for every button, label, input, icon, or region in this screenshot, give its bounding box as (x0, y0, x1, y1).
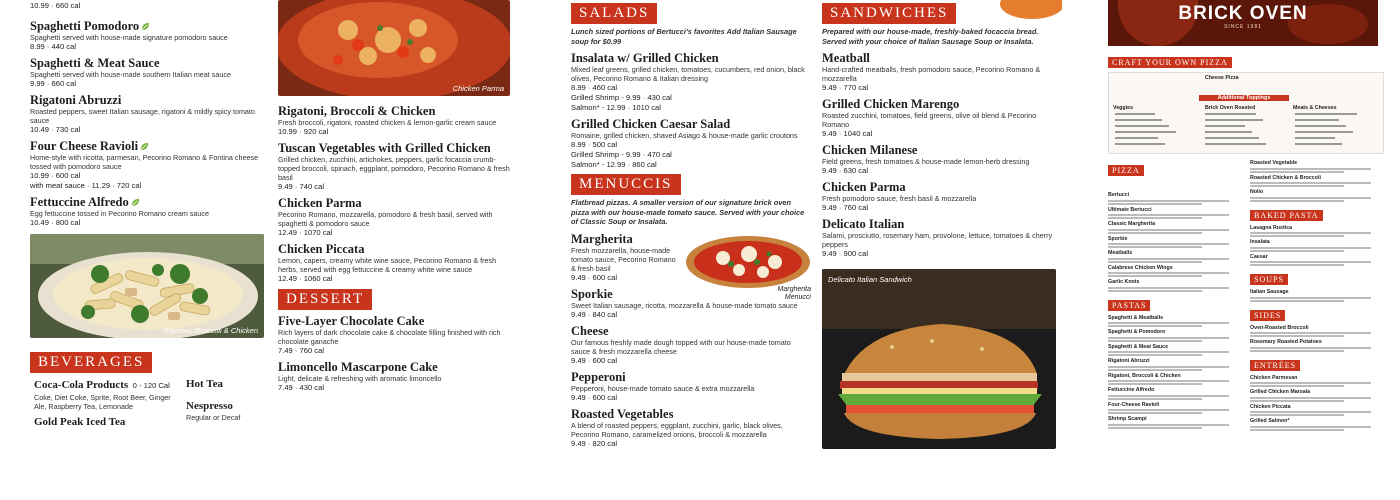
poster-item-name: Rigatoni, Broccoli & Chicken (1108, 372, 1181, 379)
poster-item-desc-line (1250, 197, 1371, 199)
poster-menu-item (1108, 207, 1242, 220)
poster-item-desc-line (1108, 383, 1202, 385)
topping-line (1205, 131, 1252, 133)
item-name: Cheese (571, 323, 609, 338)
poster-item-name: Fettuccine Alfredo (1108, 387, 1155, 393)
poster-item-desc-line (1250, 429, 1344, 431)
poster-menu-item (1250, 239, 1384, 252)
coke-products-name: Coca-Cola Products (34, 379, 129, 391)
topping-line (1115, 119, 1162, 121)
poster-item-name: Sporkie (1108, 235, 1128, 242)
poster-item-name: Grilled Salmon* (1250, 418, 1290, 424)
item-extra-price: with meat sauce · 11.29 · 720 cal (30, 181, 142, 190)
iced-tea-name: Gold Peak Iced Tea (34, 416, 126, 428)
poster-item-desc-line (1108, 369, 1202, 371)
item-price: 10.99 · 600 cal (30, 171, 81, 180)
poster-section-heading: PASTAS (1108, 300, 1150, 311)
poster-item-desc-line (1108, 322, 1229, 324)
item-description: Home-style with ricotta, parmesan, Pecorino Romano & Fontina cheese tossed with pomodoro sauce (30, 153, 259, 171)
item-price: 8.99 · 460 cal (571, 83, 618, 92)
poster-item-desc-line (1108, 427, 1202, 429)
poster-menu-item (1250, 404, 1384, 417)
poster-item-desc-line (1250, 400, 1344, 402)
poster-item-desc-line (1250, 300, 1344, 302)
poster-item-desc-line (1250, 200, 1344, 202)
item-name: Insalata w/ Grilled Chicken (571, 51, 719, 65)
item-price: 9.49 · 820 cal (571, 438, 618, 448)
menu-item (278, 360, 510, 393)
poster-item-desc-line (1108, 351, 1229, 353)
item-extra-price: Salmon* - 12.99 · 860 cal (571, 160, 657, 169)
poster-item-desc-line (1250, 182, 1371, 184)
item-description: Field greens, fresh tomatoes & house-made lemon-herb dressing (822, 157, 1030, 166)
poster-menu-item (1250, 254, 1384, 267)
poster-menu-item (1108, 236, 1242, 249)
poster-item-name: Four-Cheese Ravioli (1108, 401, 1160, 408)
poster-item-desc-line (1250, 426, 1371, 428)
item-name: Four Cheese Ravioli (30, 139, 139, 153)
poster-menu-item (1108, 221, 1242, 234)
poster-item-name: Lasagna Rustica (1250, 224, 1293, 231)
item-description: Sweet Italian sausage, ricotta, mozzarella & house-made tomato sauce (571, 300, 798, 310)
item-name: Five-Layer Chocolate Cake (278, 314, 425, 328)
topping-line (1205, 143, 1266, 145)
menu-item (30, 195, 270, 228)
poster-item-desc-line (1108, 337, 1229, 339)
poster-item-desc-line (1108, 214, 1229, 216)
salads-menuccis-column (571, 0, 811, 500)
item-name: Grilled Chicken Marengo (822, 97, 960, 111)
poster-item-desc-line (1250, 385, 1344, 387)
menu-item (278, 104, 510, 137)
poster-item-desc-line (1108, 203, 1202, 205)
item-description: Roasted zucchini, tomatoes, field greens, olive oil blend & Pecorino Romano (822, 111, 1037, 129)
poster-item-desc-line (1108, 424, 1229, 426)
poster-menu-item (1250, 289, 1384, 302)
poster-section-heading: SIDES (1250, 310, 1285, 321)
sandwiches-intro: Prepared with our house-made, freshly-baked focaccia bread. Served with your choice of Italian Sausage Soup or Insalata. (822, 27, 1039, 46)
poster-item-desc-line (1250, 261, 1371, 263)
item-extra-price: Grilled Shrimp - 9.99 · 470 cal (571, 150, 672, 159)
poster-item-desc-line (1250, 185, 1344, 187)
nespresso-name: Nespresso (186, 400, 233, 412)
item-name: Meatball (822, 51, 870, 65)
poster-item-desc-line (1250, 264, 1344, 266)
sandwiches-column (822, 0, 1062, 500)
poster-item-desc-line (1108, 217, 1202, 219)
menu-item (278, 196, 510, 238)
rigatoni-photo (30, 234, 264, 338)
poster-item-name: Bertucci (1108, 192, 1130, 198)
poster-item-desc-line (1108, 232, 1202, 234)
poster-item-name: Spaghetti & Meatballs (1108, 314, 1164, 321)
poster-menu-item (1250, 339, 1384, 352)
item-name: Chicken Piccata (278, 242, 365, 256)
item-description: Pepperoni, house-made tomato sauce & extra mozzarella (571, 383, 755, 393)
item-name: Limoncello Mascarpone Cake (278, 360, 438, 374)
rigatoni-broccoli-chicken-image (30, 234, 264, 338)
poster-item-desc-line (1108, 290, 1202, 292)
menu-item (30, 56, 270, 89)
poster-item-desc-line (1250, 382, 1371, 384)
item-price: 10.49 · 730 cal (30, 125, 81, 134)
cheese-pizza-label: Cheese Pizza (1205, 75, 1239, 81)
pasta-column (30, 0, 270, 500)
menu-item (571, 232, 681, 283)
photo-caption: Delicato Italian Sandwich (828, 275, 912, 284)
item-description: Roasted peppers, sweet Italian sausage, rigatoni & mildly spicy tomato sauce (30, 107, 255, 125)
item-description: Salami, prosciutto, rosemary ham, provolone, lettuce, tomatoes & cherry peppers (822, 231, 1053, 249)
poster-item-desc-line (1108, 354, 1202, 356)
poster-item-desc-line (1108, 261, 1202, 263)
item-description: Our famous freshly made dough topped with our house-made tomato sauce & fresh mozzarella cheese (571, 337, 791, 356)
item-price: 9.49 · 1040 cal (822, 129, 873, 138)
poster-section-heading: SOUPS (1250, 274, 1288, 285)
topping-line (1205, 137, 1259, 139)
topping-line (1115, 137, 1158, 139)
poster-item-name: Rosemary Roasted Potatoes (1250, 339, 1322, 345)
item-description: Fresh mozzarella, house-made tomato sauce, Pecorino Romano & fresh basil (571, 245, 676, 273)
dessert-heading: DESSERT (278, 289, 372, 310)
item-extra-price: Salmon* - 12.99 · 1010 cal (571, 103, 661, 112)
poster-item-desc-line (1250, 235, 1344, 237)
poster-menu-item (1250, 389, 1384, 402)
item-price: 9.49 · 900 cal (822, 249, 869, 258)
poster-item-name: Spaghetti & Meat Sauce (1108, 343, 1169, 350)
poster-item-desc-line (1108, 258, 1229, 260)
topping-line (1205, 113, 1256, 115)
poster-item-desc-line (1250, 250, 1344, 252)
photo-caption: Rigatoni, Broccoli & Chicken (163, 326, 258, 335)
menuccis-intro: Flatbread pizzas. A smaller version of our signature brick oven pizza with our house-made tomato sauce. Served with your choice of Classic Soup or Insalata. (571, 198, 805, 226)
item-description: Spaghetti served with house-made southern Italian meat sauce (30, 70, 231, 79)
menu-item (278, 242, 510, 284)
menu-item (822, 180, 1062, 213)
item-price: 8.99 · 500 cal (571, 140, 618, 149)
poster-menu-item (1108, 344, 1242, 357)
item-description: Lemon, capers, creamy white wine sauce, Pecorino Romano & fresh herbs, served with egg fettuccine & creamy white wine sauce (278, 256, 497, 274)
vegetarian-leaf-icon (140, 142, 149, 151)
poster-item-desc-line (1108, 340, 1202, 342)
pizza-heading: PIZZA (1108, 165, 1144, 176)
poster-item-name: Oven-Roasted Broccoli (1250, 324, 1309, 331)
poster-menu-item (1108, 387, 1242, 400)
salads-intro: Lunch sized portions of Bertucci's favorites Add Italian Sausage soup for $0.99 (571, 27, 797, 46)
topping-line (1205, 125, 1245, 127)
brick-oven-sub: SINCE 1981 (1224, 24, 1262, 30)
poster-item-name: Insalata (1250, 239, 1270, 245)
poster-item-desc-line (1250, 414, 1344, 416)
poster-item-name: Caesar (1250, 253, 1268, 260)
chicken-parma-photo (278, 0, 510, 96)
delicato-sandwich-photo (822, 269, 1056, 449)
item-price: 9.49 · 630 cal (822, 166, 869, 175)
item-price: 7.49 · 760 cal (278, 346, 325, 355)
sandwiches-heading: SANDWICHES (822, 3, 956, 24)
item-description: Hand-crafted meatballs, fresh pomodoro sauce, Pecorino Romano & mozzarella (822, 65, 1041, 83)
coke-products-desc: Coke, Diet Coke, Sprite, Root Beer, Ginger Ale, Raspberry Tea, Lemonade (34, 393, 171, 411)
poster-item-desc-line (1108, 395, 1229, 397)
item-price: 9.49 · 740 cal (278, 182, 325, 191)
poster-item-desc-line (1108, 398, 1202, 400)
poster-menu-item (1108, 329, 1242, 342)
poster-item-desc-line (1250, 335, 1344, 337)
poster-item-name: Garlic Knots (1108, 279, 1140, 285)
item-price: 12.49 · 1060 cal (278, 274, 333, 283)
margherita-pizza-image (683, 232, 811, 294)
poster-item-name: Ultimate Bertucci (1108, 206, 1152, 213)
topping-line (1295, 125, 1346, 127)
item-name: Chicken Milanese (822, 143, 918, 157)
item-extra-price: Grilled Shrimp - 9.99 · 430 cal (571, 93, 672, 102)
topping-line (1115, 113, 1155, 115)
chicken-parma-image (278, 0, 510, 96)
poster-menu-item (1108, 192, 1242, 205)
poster-item-desc-line (1250, 332, 1371, 334)
item-name: Grilled Chicken Caesar Salad (571, 117, 731, 131)
poster-item-desc-line (1250, 168, 1371, 170)
poster-item-desc-line (1108, 409, 1229, 411)
poster-item-name: Grilled Chicken Marsala (1250, 389, 1311, 395)
poster-item-desc-line (1108, 275, 1202, 277)
brick-oven-banner (1108, 0, 1378, 46)
poster-menu-item (1108, 315, 1242, 328)
topping-line (1295, 143, 1342, 145)
item-description: Light, delicate & refreshing with aromatic limoncello (278, 374, 442, 383)
item-name: Delicato Italian (822, 217, 905, 231)
topping-line (1295, 113, 1357, 115)
item-price: 12.49 · 1070 cal (278, 228, 333, 237)
item-description: Mixed leaf greens, grilled chicken, tomatoes, cucumbers, red onion, black olives, Pecorino Romano & Italian dressing (571, 65, 805, 83)
poster-menu-item (1250, 225, 1384, 238)
sandwich-plate-edge (1000, 0, 1062, 19)
poster-item-desc-line (1108, 380, 1229, 382)
additional-toppings-label: Additional Toppings (1199, 95, 1289, 101)
item-price: 9.49 · 600 cal (571, 392, 618, 402)
poster-item-name: Roasted Chicken & Broccoli (1250, 174, 1321, 181)
topping-line (1115, 131, 1176, 133)
poster-item-desc-line (1108, 287, 1229, 289)
poster-item-desc-line (1108, 272, 1229, 274)
item-price: 9.49 · 760 cal (822, 203, 869, 212)
vegetarian-leaf-icon (141, 22, 150, 31)
hot-tea-name: Hot Tea (186, 378, 223, 390)
item-price: 7.49 · 430 cal (278, 383, 325, 392)
item-description: Grilled chicken, zucchini, artichokes, peppers, garlic focaccia crumb-topped broccoli, spinach, eggplant, pomodoro, Pecorino Romano & fresh basil (278, 155, 510, 182)
poster-item-desc-line (1250, 297, 1371, 299)
item-name: Rigatoni, Broccoli & Chicken (278, 104, 436, 118)
item-name: Spaghetti Pomodoro (30, 19, 140, 33)
item-description: Romaine, grilled chicken, shaved Asiago & house-made garlic croutons (571, 131, 798, 140)
item-price: 8.99 · 440 cal (30, 42, 77, 51)
poster-item-name: Roasted Vegetable (1250, 160, 1298, 166)
item-description: A blend of roasted peppers, eggplant, zucchini, garlic, black olives, Pecorino Romano, caramelized onions, broccoli & mozzarella (571, 420, 783, 439)
topping-line (1205, 119, 1263, 121)
poster-menu-item (1250, 160, 1384, 173)
poster-menu-item (1250, 325, 1384, 338)
menu-item (278, 314, 510, 356)
item-description: Pecorino Romano, mozzarella, pomodoro & fresh basil, served with spaghetti & pomodoro sauce (278, 210, 493, 228)
poster-menu-item (1108, 279, 1242, 292)
item-price: 10.99 · 920 cal (278, 127, 329, 136)
poster-item-desc-line (1250, 411, 1371, 413)
item-description: Spaghetti served with house-made signature pomodoro sauce (30, 33, 228, 42)
vegetarian-leaf-icon (131, 198, 140, 207)
item-price: 9.49 · 600 cal (571, 355, 618, 365)
item-price: 9.99 · 660 cal (30, 79, 77, 88)
craft-pizza-box (1108, 72, 1384, 154)
poster-item-name: Spaghetti & Pomodoro (1108, 329, 1166, 335)
menuccis-heading: MENUCCIS (571, 174, 681, 195)
poster-item-desc-line (1108, 200, 1229, 202)
poster-item-desc-line (1108, 229, 1229, 231)
poster-section-heading: ENTRÉES (1250, 360, 1300, 371)
topping-line (1295, 131, 1353, 133)
poster-section-heading: BAKED PASTA (1250, 210, 1323, 221)
item-name: Fettuccine Alfredo (30, 195, 129, 209)
poster-menu-item (1250, 175, 1384, 188)
poster-item-desc-line (1250, 347, 1371, 349)
toppings-brick-oven: Brick Oven Roasted (1205, 105, 1256, 111)
poster-menu-item (1250, 375, 1384, 388)
poster-item-name: Nolio (1250, 189, 1264, 195)
poster-menu-item (1108, 402, 1242, 415)
poster-item-name: Calabrese Chicken Wings (1108, 264, 1173, 271)
poster-item-name: Chicken Piccata (1250, 403, 1291, 410)
item-name: Spaghetti & Meat Sauce (30, 56, 160, 70)
topping-line (1295, 119, 1339, 121)
item-name: Chicken Parma (278, 196, 362, 210)
photo-caption: Chicken Parma (452, 84, 504, 93)
item-price: 10.99 · 660 cal (30, 1, 81, 10)
item-price: 10.49 · 800 cal (30, 218, 81, 227)
item-name: Sporkie (571, 286, 613, 301)
poster-item-name: Chicken Parmesan (1250, 374, 1298, 381)
toppings-veggies: Veggies (1113, 105, 1134, 111)
menu-item (822, 143, 1062, 176)
poster-item-desc-line (1250, 350, 1344, 352)
poster-item-name: Meatballs (1108, 250, 1133, 256)
topping-line (1295, 137, 1335, 139)
poster-item-desc-line (1250, 171, 1344, 173)
poster-item-desc-line (1108, 366, 1229, 368)
item-description: Fresh pomodoro sauce, fresh basil & mozzarella (822, 194, 977, 203)
toppings-meats: Meats & Cheeses (1293, 105, 1337, 111)
nespresso-desc: Regular or Decaf (186, 413, 241, 422)
poster-item-desc-line (1250, 232, 1371, 234)
poster-item-desc-line (1108, 325, 1202, 327)
topping-line (1115, 125, 1169, 127)
item-price: 9.49 · 770 cal (822, 83, 869, 92)
item-price: 9.49 · 840 cal (571, 309, 618, 319)
poster-item-desc-line (1108, 243, 1229, 245)
menu-item (822, 51, 1062, 93)
menu-item (822, 217, 1062, 259)
menu-item (571, 370, 811, 403)
entree-column (278, 0, 510, 500)
item-name: Chicken Parma (822, 180, 906, 194)
menu-item (30, 139, 270, 191)
poster-item-desc-line (1108, 246, 1202, 248)
poster-item-name: Rigatoni Abruzzi (1108, 358, 1150, 364)
poster-item-desc-line (1108, 412, 1202, 414)
menu-item (30, 93, 270, 135)
coke-products-cal: 0 - 120 Cal (132, 381, 170, 390)
poster-item-name: Classic Margherita (1108, 221, 1156, 227)
item-description: Rich layers of dark chocolate cake & chocolate filling finished with rich chocolate ganache (278, 328, 501, 346)
poster-item-desc-line (1250, 397, 1371, 399)
menu-item (571, 324, 811, 366)
brick-oven-title: BRICK OVEN (1178, 3, 1308, 24)
menu-item (571, 117, 811, 170)
poster-menu-item (1108, 358, 1242, 371)
poster-menu-item (1108, 373, 1242, 386)
delicato-sandwich-image (822, 269, 1056, 449)
item-name: Roasted Vegetables (571, 406, 674, 421)
menu-item (571, 51, 811, 113)
poster-menu-item (1250, 189, 1384, 202)
item-name: Tuscan Vegetables with Grilled Chicken (278, 141, 491, 155)
item-description: Fresh broccoli, rigatoni, roasted chicken & lemon-garlic cream sauce (278, 118, 497, 127)
poster-item-desc-line (1250, 247, 1371, 249)
poster-menu-item (1108, 265, 1242, 278)
full-menu-poster (1108, 0, 1384, 500)
beverages-heading: BEVERAGES (30, 352, 152, 373)
menu-item (30, 19, 270, 52)
poster-menu-item (1250, 418, 1384, 431)
poster-item-name: Italian Sausage (1250, 289, 1289, 295)
poster-menu-item (1108, 250, 1242, 263)
item-name: Pepperoni (571, 369, 626, 384)
item-name: Rigatoni Abruzzi (30, 93, 122, 107)
poster-item-name: Shrimp Scampi (1108, 416, 1147, 422)
salads-heading: SALADS (571, 3, 657, 24)
craft-pizza-heading: CRAFT YOUR OWN PIZZA (1108, 57, 1232, 68)
margherita-menucci-photo (683, 232, 811, 301)
menu-item (278, 141, 510, 192)
menu-item (822, 97, 1062, 139)
item-description: Egg fettuccine tossed in Pecorino Romano cream sauce (30, 209, 209, 218)
poster-menu-item (1108, 416, 1242, 429)
item-name: Margherita (571, 231, 633, 246)
topping-line (1115, 143, 1165, 145)
item-price: 9.49 · 600 cal (571, 272, 618, 282)
menu-item (571, 407, 811, 449)
photo-caption: Margherita Menucci (777, 285, 811, 301)
